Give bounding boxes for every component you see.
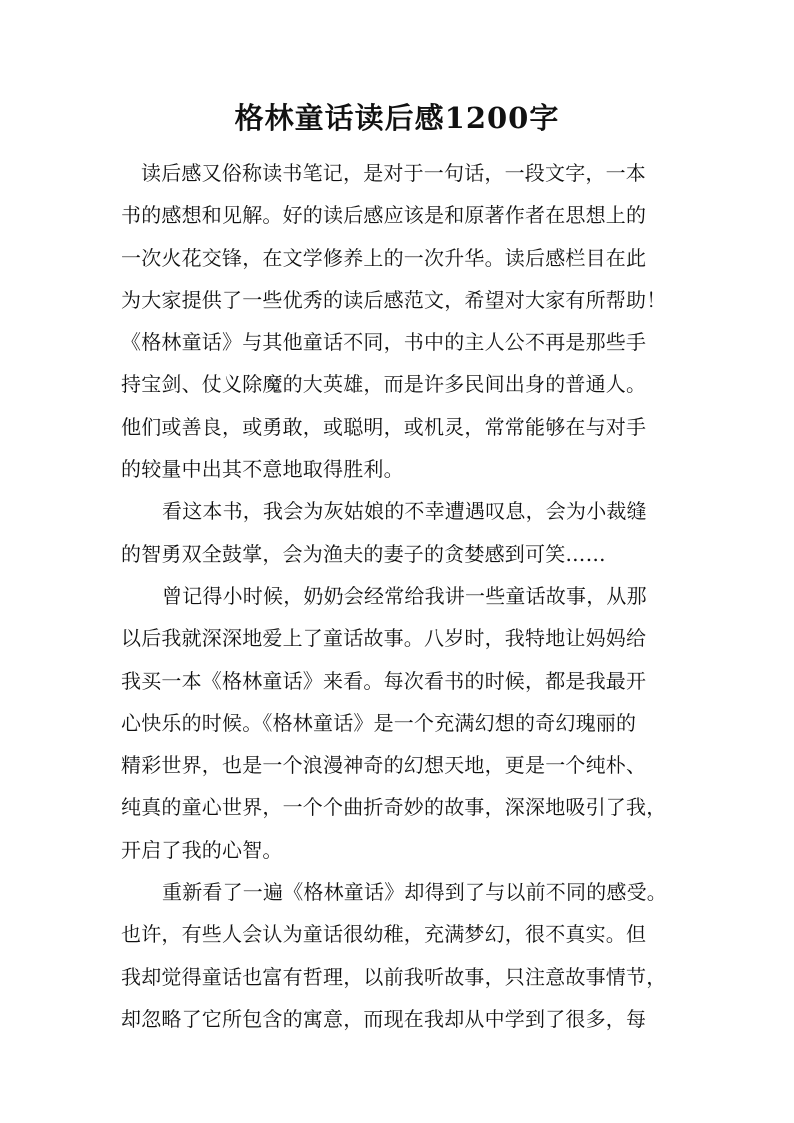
text-line: 心快乐的时候。《格林童话》是一个充满幻想的奇幻瑰丽的 — [121, 710, 637, 735]
text-line: 却忽略了它所包含的寓意，而现在我却从中学到了很多，每 — [121, 1006, 647, 1031]
text-line: 读后感又俗称读书笔记，是对于一句话，一段文字，一本 — [141, 161, 646, 185]
text-line: 开启了我的心智。 — [121, 837, 283, 862]
text-line: 的智勇双全鼓掌，会为渔夫的妻子的贪婪感到可笑…… — [121, 541, 606, 566]
text-line: 持宝剑、仗义除魔的大英雄，而是许多民间出身的普通人。 — [121, 372, 647, 397]
text-line: 我买一本《格林童话》来看。每次看书的时候，都是我最开 — [121, 668, 647, 693]
document-body — [121, 152, 691, 1040]
text-line: 《格林童话》与其他童话不同，书中的主人公不再是那些手 — [121, 330, 647, 355]
text-line: 书的感想和见解。好的读后感应该是和原著作者在思想上的 — [121, 203, 647, 228]
text-line: 为大家提供了一些优秀的读后感范文，希望对大家有所帮助！ — [121, 287, 667, 312]
text-line: 精彩世界，也是一个浪漫神奇的幻想天地，更是一个纯朴、 — [121, 753, 647, 778]
text-line: 的较量中出其不意地取得胜利。 — [121, 457, 404, 482]
text-line: 他们或善良，或勇敢，或聪明，或机灵，常常能够在与对手 — [121, 414, 647, 439]
text-line: 看这本书，我会为灰姑娘的不幸遭遇叹息，会为小裁缝 — [162, 499, 647, 524]
document-title: 格林童话读后感1200字 — [234, 101, 560, 135]
text-line: 我却觉得童话也富有哲理，以前我听故事，只注意故事情节， — [121, 964, 667, 989]
text-line: 也许，有些人会认为童话很幼稚，充满梦幻，很不真实。但 — [121, 922, 647, 947]
text-line: 一次火花交锋，在文学修养上的一次升华。读后感栏目在此 — [121, 245, 647, 270]
text-line: 重新看了一遍《格林童话》却得到了与以前不同的感受。 — [162, 880, 667, 905]
text-line: 曾记得小时候，奶奶会经常给我讲一些童话故事，从那 — [162, 583, 647, 608]
text-line: 以后我就深深地爱上了童话故事。八岁时，我特地让妈妈给 — [121, 626, 647, 651]
text-line: 纯真的童心世界，一个个曲折奇妙的故事，深深地吸引了我， — [121, 795, 667, 820]
